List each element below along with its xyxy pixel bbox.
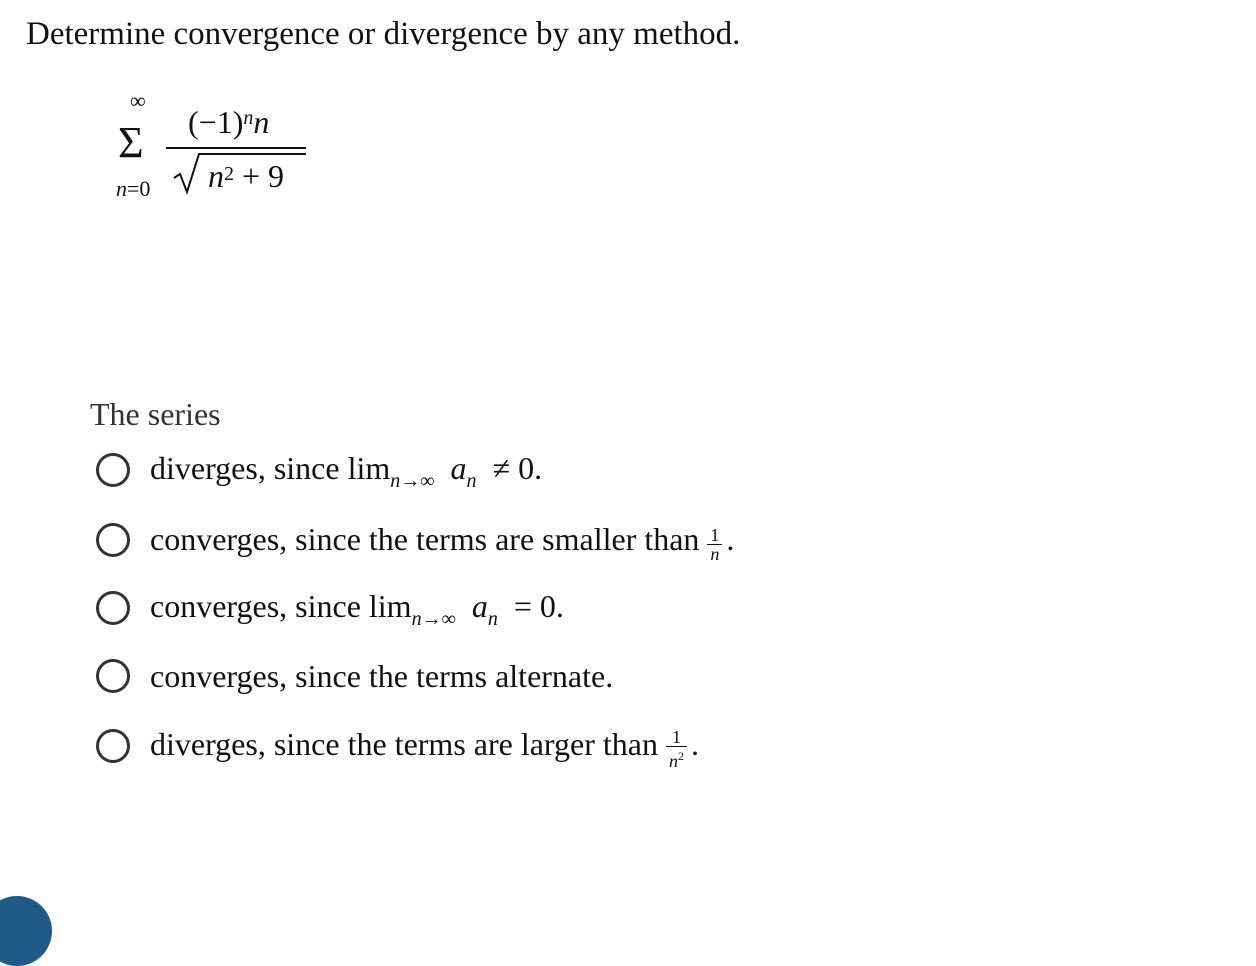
answer-option-5[interactable] bbox=[96, 724, 699, 772]
answer-option-4[interactable] bbox=[96, 654, 613, 698]
option-label: converges, since $\lim_{n\to\infty} a_n = 0$. bbox=[150, 587, 564, 630]
sum-upper-limit: ∞ bbox=[130, 88, 146, 113]
sum-lower-limit bbox=[116, 176, 150, 202]
denominator-constant: + 9 bbox=[242, 158, 285, 194]
fraction: $\frac{1}{n^2}$ bbox=[666, 728, 687, 770]
denominator-exponent: 2 bbox=[224, 163, 234, 185]
answer-option-2[interactable] bbox=[96, 518, 735, 565]
sigma-symbol: Σ bbox=[118, 118, 144, 167]
series-formula bbox=[112, 90, 332, 210]
help-badge[interactable] bbox=[0, 896, 52, 966]
radio-button[interactable] bbox=[96, 729, 130, 763]
index-variable: n bbox=[116, 176, 127, 201]
option-label: diverges, since $\lim_{n\to\infty} a_n \ne 0$. bbox=[150, 449, 543, 492]
radio-button[interactable] bbox=[96, 659, 130, 693]
option-label: converges, since the terms alternate. bbox=[150, 658, 614, 694]
denominator bbox=[208, 158, 284, 194]
index-start: =0 bbox=[127, 176, 151, 201]
numerator bbox=[188, 104, 269, 140]
fraction: $\frac{1}{n}$ bbox=[707, 526, 722, 563]
option-label: converges, since the terms are smaller than $\frac{1}{n}$ . bbox=[150, 520, 735, 565]
numerator-exponent: n bbox=[243, 107, 254, 129]
radio-button[interactable] bbox=[96, 591, 130, 625]
numerator-base: (−1) bbox=[188, 104, 244, 140]
numerator-variable: n bbox=[253, 104, 270, 140]
radio-button[interactable] bbox=[96, 453, 130, 487]
question-prompt: Determine convergence or divergence by any method. bbox=[26, 16, 741, 52]
answer-option-3[interactable] bbox=[96, 586, 564, 630]
question-stem: The series bbox=[90, 396, 221, 432]
denominator-variable: n bbox=[208, 158, 224, 194]
radio-button[interactable] bbox=[96, 523, 130, 557]
answer-option-1[interactable] bbox=[96, 448, 542, 492]
option-label: diverges, since the terms are larger than $\frac{1}{n^2}$ . bbox=[150, 725, 699, 772]
